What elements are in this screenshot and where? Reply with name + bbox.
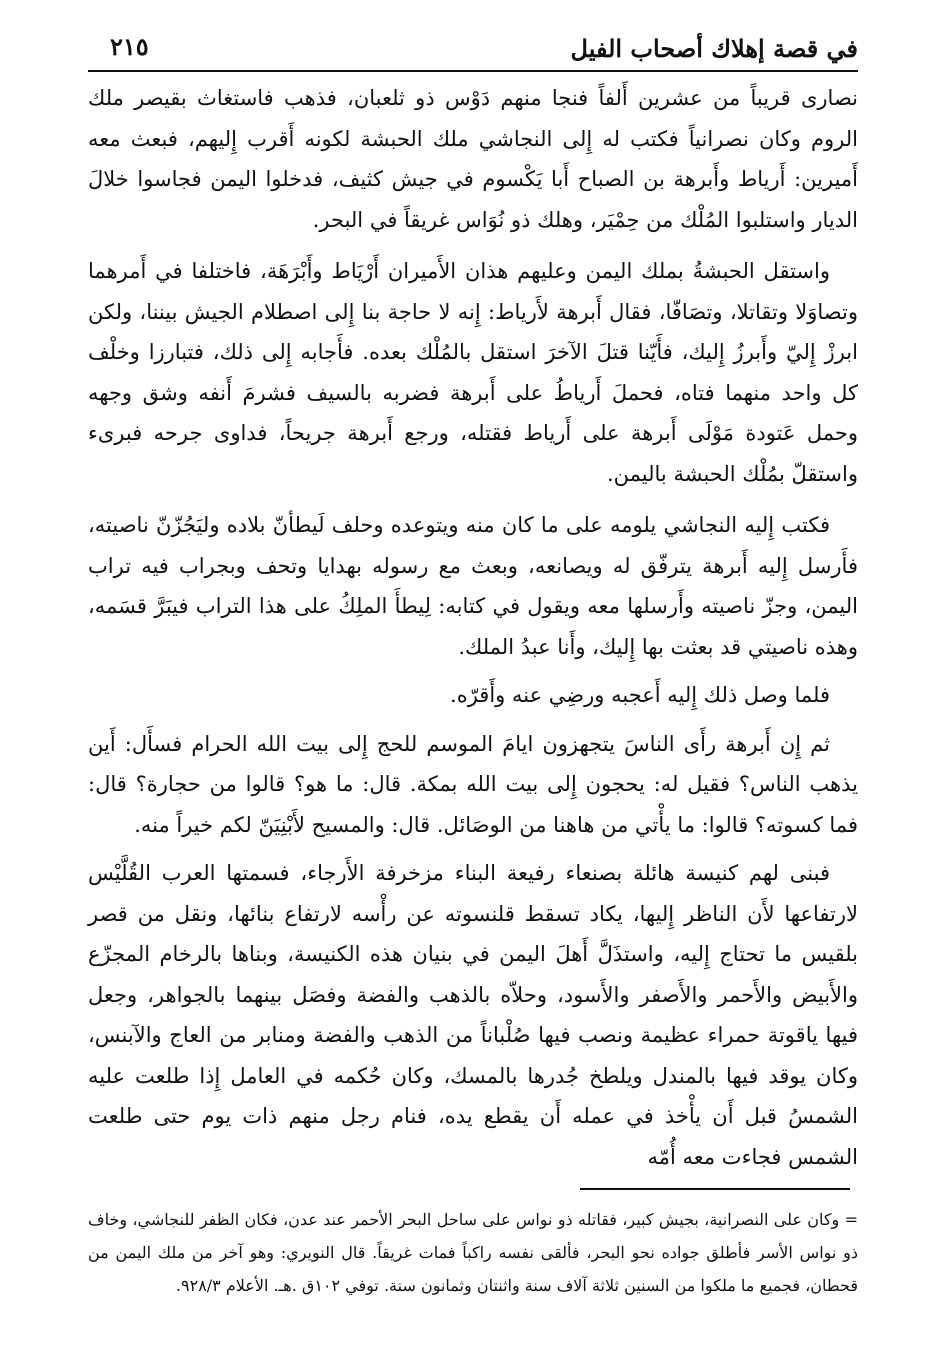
page-header xyxy=(88,28,858,72)
paragraph-1: نصارى قريباً من عشرين أَلفاً فنجا منهم دَوْس ذو ثلعبان، فذهب فاستغاث بقيصر ملك الروم وكان نصرانياً فكتب له إِلى النجاشي ملك الحبشة لكونه أَقرب إِليهم، فبعث معه أَميرين: أَرياط وأَبرهة بن الصباح أَبا يَكْسوم في جيش كثيف، فدخلوا اليمن فجاسوا خلالَ الديار واستلبوا المُلْك من حِمْيَر، وهلك ذو نُوَاس غريقاً في البحر. xyxy=(88,86,858,232)
paragraph-5: ثم إِن أَبرهة رأَى الناسَ يتجهزون ايامَ الموسم للحج إِلى بيت الله الحرام فسأَل: أَين يذهب الناس؟ فقيل له: يحجون إِلى بيت الله بمكة. قال: ما هو؟ قالوا من حجارة؟ قال: فما كسوته؟ قالوا: ما يأْتي من هاهنا من الوصَائل. قال: والمسيح لأَبْنِيَنّ لكم خيراً منه. xyxy=(88,731,858,837)
paragraph-3: فكتب إِليه النجاشي يلومه على ما كان منه ويتوعده وحلف لَيطأنّ بلاده وليَجُزّنّ ناصيته، فأَرسل إِليه أَبرهة يترفّق له ويصانعه، وبعث مع رسوله بهدايا وتحف وبجراب فيه تراب اليمن، وجزّ ناصيته وأَرسلها معه ويقول في كتابه: لِيطأَ الملِكُ على هذا التراب فيبَرَّ قسَمه، وهذه ناصيتي قد بعثت بها إِليك، وأَنا عبدُ الملك. xyxy=(88,513,858,659)
header-title: في قصة إهلاك أصحاب الفيل xyxy=(570,34,858,63)
paragraph-2: واستقل الحبشةُ بملك اليمن وعليهم هذان الأَميران أَرْيَاط وأَبْرَهَة، فاختلفا في أَمرهما وتصاوَلا وتقاتلا، وتصَافّا، فقال أَبرهة لأَرياط: إِنه لا حاجة بنا إِلى اصطلام الجيش بيننا، ولكن ابرزْ إِليّ وأَبرزُ إِليك، فأَيّنا قتلَ الآخرَ استقل بالمُلْك بعده. فأَجابه إِلى ذلك، فتبارزا وخلْف كل واحد منهما فتاه، فحملَ أَرياطُ على أَبرهة فضربه بالسيف فشرمَ أَنفه وشق وجهه وحمل عَتودة مَوْلَى أَبرهة على أَرياط فقتله، ورجع أَبرهة جريحاً، فداوى جرحه فبرىء واستقلّ بمُلْك الحبشة باليمن. xyxy=(88,259,858,486)
header-divider xyxy=(88,70,858,72)
paragraph-6: فبنى لهم كنيسة هائلة بصنعاء رفيعة البناء مزخرفة الأَرجاء، فسمتها العرب القُلَّيْس لارتفاعها لأَن الناظر إِليها، يكاد تسقط قلنسوته عن رأْسه لارتفاع بنائها، ونقل من قصر بلقيس ما تحتاج إِليه، واستذَلَّ أَهلَ اليمن في بنيان هذه الكنيسة، وبناها بالرخام المجزّع والأَبيض والأَحمر والأَصفر والأَسود، وحلاّه بالذهب والفضة وفصَل بينهما بالجواهر، وجعل فيها ياقوتة حمراء عظيمة ونصب فيها صُلْباناً من الذهب والفضة ومنابر من العاج والآبنس، وكان يوقد فيها بالمندل ويلطخ جُدرها بالمسك، وكان حُكمه في العامل إِذا طلعت عليه الشمسُ قبل أَن يأْخذ في عمله أَن يقطع يده، فنام رجل منهم ذات يوم حتى طلعت الشمس فجاءت معه أُمّه xyxy=(88,861,858,1169)
main-text xyxy=(88,78,858,1177)
footnote-text: = وكان على النصرانية، بجيش كبير، فقاتله ذو نواس على ساحل البحر الأحمر عند عدن، فكان الظفر للنجاشي، وخاف ذو نواس الأسر فأطلق جواده نحو البحر، فألقى نفسه راكباً فمات غريقاً. قال النويري: وهو آخر من ملك اليمن من قحطان، فجميع ما ملكوا من السنين ثلاثة آلاف سنة واثنتان وثمانون سنة. توفي ١٠٢ق .هـ. الأعلام ٩٢٨/٣. xyxy=(88,1210,859,1295)
paragraph-4: فلما وصل ذلك إِليه أَعجبه ورضِي عنه وأَقرّه. xyxy=(450,683,830,707)
footnotes xyxy=(88,1203,858,1302)
page-number: ٢١٥ xyxy=(110,32,149,61)
footnote-divider xyxy=(580,1188,850,1190)
